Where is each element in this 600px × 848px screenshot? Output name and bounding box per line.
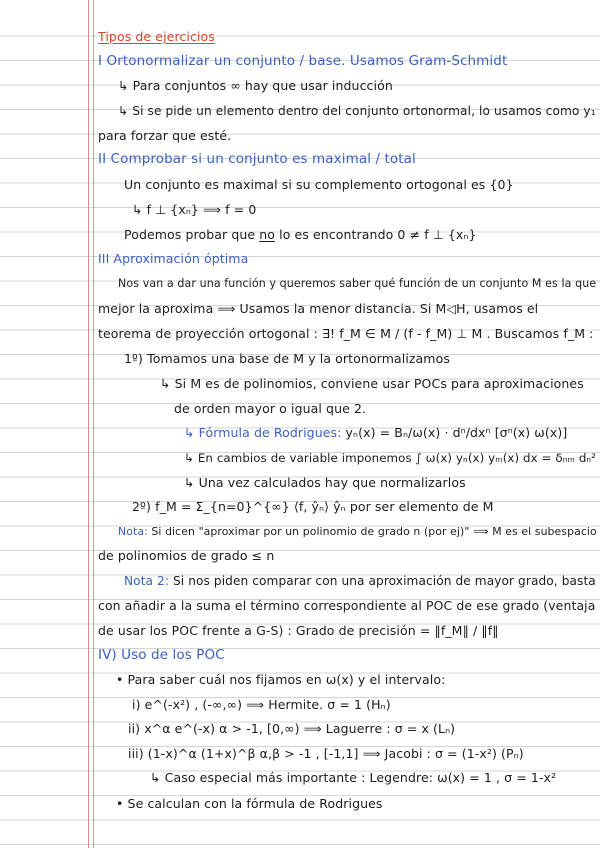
section-2-heading: II Comprobar si un conjunto es maximal / total: [98, 151, 416, 167]
text-segment: Podemos probar que: [124, 227, 256, 242]
line: iii) (1-x)^α (1+x)^β α,β > -1 , [-1,1] ⟹ Jacobi : σ = (1-x²) (Pₙ): [128, 746, 524, 761]
underlined-word: no: [259, 227, 276, 242]
note-1: [118, 524, 597, 540]
rodrigues-formula: yₙ(x) = Bₙ/ω(x) · dⁿ/dxⁿ [σⁿ(x) ω(x)]: [345, 425, 568, 440]
line: ↳ Una vez calculados hay que normalizarlos: [184, 475, 466, 490]
line: con añadir a la suma el término correspondiente al POC de ese grado (ventaja: [98, 598, 596, 613]
note-label: Nota 2:: [124, 574, 170, 588]
section-4-heading: IV) Uso de los POC: [98, 647, 225, 663]
note-label: Nota:: [118, 525, 148, 538]
line: Un conjunto es maximal si su complemento ortogonal es {0}: [124, 177, 514, 192]
note-text: Si nos piden comparar con una aproximación de mayor grado, basta: [173, 574, 596, 588]
line: ↳ Si se pide un elemento dentro del conjunto ortonormal, lo usamos como y₁: [118, 104, 596, 118]
line: ↳ Para conjuntos ∞ hay que usar inducción: [118, 78, 393, 93]
line: ↳ En cambios de variable imponemos ∫ ω(x) yₙ(x) yₘ(x) dx = δₙₘ dₙ²: [184, 451, 597, 465]
line: ↳ Si M es de polinomios, conviene usar POCs para aproximaciones: [160, 376, 584, 391]
page-title: Tipos de ejercicios: [98, 29, 215, 44]
line: de usar los POC frente a G-S) : Grado de precisión = ‖f_M‖ / ‖f‖: [98, 623, 499, 638]
line: 2º) f_M = Σ_{n=0}^{∞} ⟨f, ŷₙ⟩ ŷₙ por ser elemento de M: [132, 499, 494, 514]
line: de polinomios de grado ≤ n: [98, 548, 275, 563]
line: ↳ Caso especial más importante : Legendre: ω(x) = 1 , σ = 1-x²: [150, 770, 557, 785]
note-text: Si dicen "aproximar por un polinomio de grado n (por ej)" ⟹ M es el subespacio: [151, 525, 597, 538]
line: 1º) Tomamos una base de M y la ortonormalizamos: [124, 351, 450, 366]
section-3-heading: III Aproximación óptima: [98, 251, 249, 266]
line: Nos van a dar una función y queremos saber qué función de un conjunto M es la que: [118, 277, 597, 290]
line: i) e^(-x²) , (-∞,∞) ⟹ Hermite. σ = 1 (Hₙ): [132, 697, 391, 712]
margin-line-left: [88, 0, 89, 848]
line: de orden mayor o igual que 2.: [174, 401, 367, 416]
section-1-heading: I Ortonormalizar un conjunto / base. Usamos Gram-Schmidt: [98, 53, 508, 69]
rodrigues-label: ↳ Fórmula de Rodrigues:: [184, 425, 342, 440]
bullet-line: • Se calculan con la fórmula de Rodrigues: [116, 796, 383, 811]
bullet-line: • Para saber cuál nos fijamos en ω(x) y el intervalo:: [116, 672, 446, 687]
margin-line-right: [93, 0, 94, 848]
line-with-underline: [124, 227, 477, 243]
line: teorema de proyección ortogonal : ∃! f_M ∈ M / (f - f_M) ⊥ M . Buscamos f_M :: [98, 326, 594, 341]
line: mejor la aproxima ⟹ Usamos la menor distancia. Si M◁H, usamos el: [98, 301, 539, 316]
line: ↳ f ⊥ {xₙ} ⟹ f = 0: [132, 202, 257, 217]
line: para forzar que esté.: [98, 128, 232, 143]
text-segment: lo es encontrando 0 ≠ f ⊥ {xₙ}: [279, 227, 477, 242]
line: ii) x^α e^(-x) α > -1, [0,∞) ⟹ Laguerre : σ = x (Lₙ): [128, 721, 456, 736]
note-2: [124, 573, 596, 589]
rodrigues-line: [184, 425, 567, 441]
